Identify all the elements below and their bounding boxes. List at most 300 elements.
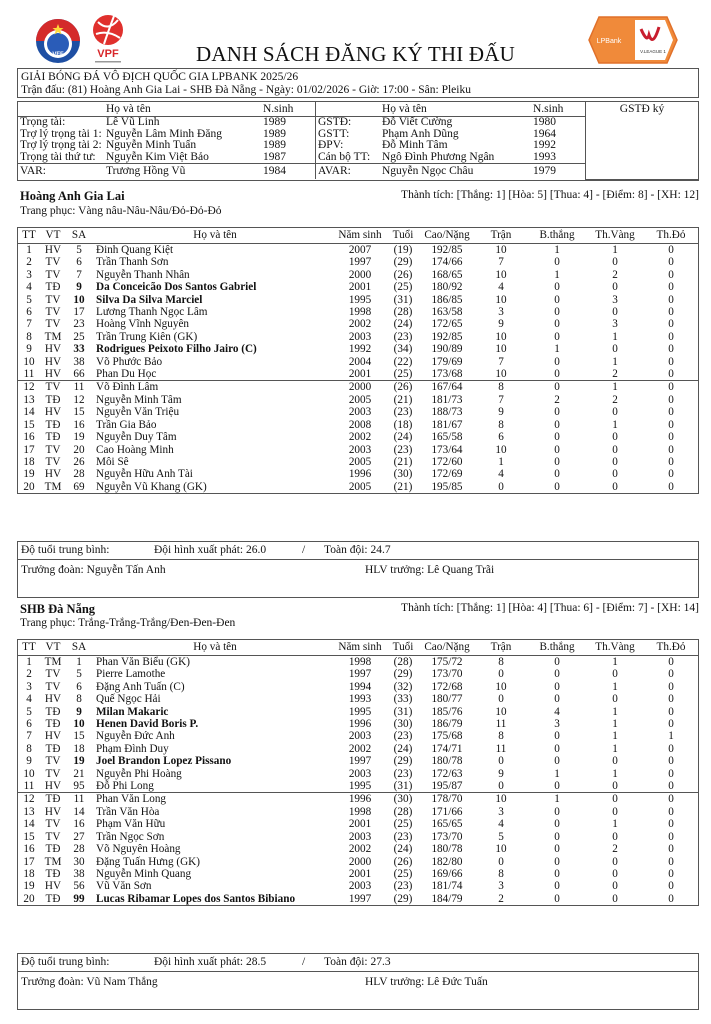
player-birth: 2001 <box>348 281 372 294</box>
player-sa: 11 <box>66 381 92 394</box>
player-hw: 173/64 <box>431 443 463 456</box>
player-yellow: 0 <box>612 780 618 793</box>
player-tt: 8 <box>26 330 32 343</box>
player-matches: 0 <box>498 668 504 681</box>
player-yellow: 0 <box>612 892 618 905</box>
player-red: 0 <box>668 668 674 681</box>
player-goals: 0 <box>554 418 560 431</box>
player-row <box>18 481 698 493</box>
player-row <box>18 656 698 669</box>
player-red: 0 <box>668 480 674 493</box>
player-birth: 2000 <box>348 268 372 281</box>
player-row <box>18 730 698 742</box>
player-yellow: 0 <box>612 805 618 818</box>
player-name: Pierre Lamothe <box>96 668 166 681</box>
player-goals: 0 <box>554 843 560 856</box>
player-sa: 6 <box>76 680 82 693</box>
player-row <box>18 406 698 418</box>
player-yellow: 0 <box>612 281 618 294</box>
player-tt: 17 <box>23 443 35 456</box>
player-row <box>18 343 698 355</box>
player-row <box>18 444 698 456</box>
player-yellow: 1 <box>612 244 618 256</box>
player-hw: 165/58 <box>431 431 463 444</box>
player-matches: 9 <box>498 318 504 331</box>
player-yellow: 0 <box>612 880 618 893</box>
player-tt: 18 <box>23 867 35 880</box>
player-name: Nguyễn Duy Tâm <box>96 431 177 444</box>
player-name: Đỗ Phi Long <box>96 780 154 793</box>
player-hw: 165/65 <box>431 818 463 831</box>
player-name: Silva Da Silva Marciel <box>96 293 203 306</box>
player-age: (21) <box>393 480 413 493</box>
player-row <box>18 281 698 293</box>
player-hw: 188/73 <box>431 406 463 419</box>
player-tt: 14 <box>23 818 35 831</box>
player-red: 0 <box>668 355 674 368</box>
player-goals: 0 <box>554 368 560 381</box>
player-age: (24) <box>393 742 413 755</box>
player-sa: 12 <box>73 393 85 406</box>
player-birth: 2002 <box>348 742 372 755</box>
player-vt: HV <box>44 880 62 893</box>
player-vt: HV <box>44 693 62 706</box>
player-vt: HV <box>44 368 62 381</box>
player-row <box>18 755 698 767</box>
player-matches: 0 <box>498 780 504 793</box>
player-hw: 174/71 <box>431 742 463 755</box>
player-birth: 1993 <box>348 693 372 706</box>
player-row <box>18 256 698 268</box>
player-red: 0 <box>668 468 674 481</box>
col-header-shirt: SA <box>66 640 92 656</box>
player-age: (26) <box>393 268 413 281</box>
player-hw: 181/73 <box>431 393 463 406</box>
player-name: Phạm Đình Duy <box>96 742 169 755</box>
player-sa: 7 <box>76 268 82 281</box>
player-row <box>18 793 698 806</box>
player-sa: 66 <box>73 368 85 381</box>
player-age: (23) <box>393 767 413 780</box>
player-row <box>18 431 698 443</box>
player-tt: 13 <box>23 393 35 406</box>
player-hw: 181/74 <box>431 880 463 893</box>
player-yellow: 0 <box>612 431 618 444</box>
player-birth: 1996 <box>348 718 372 731</box>
player-age: (23) <box>393 443 413 456</box>
player-row <box>18 681 698 693</box>
page-title: DANH SÁCH ĐĂNG KÝ THI ĐẤU <box>195 42 516 66</box>
player-hw: 192/85 <box>431 244 463 256</box>
player-goals: 0 <box>554 293 560 306</box>
player-matches: 7 <box>498 355 504 368</box>
player-name: Vũ Văn Sơn <box>96 880 152 893</box>
player-hw: 172/60 <box>431 455 463 468</box>
player-age: (23) <box>393 730 413 743</box>
player-sa: 69 <box>73 480 85 493</box>
player-tt: 15 <box>23 830 35 843</box>
player-matches: 0 <box>498 855 504 868</box>
player-birth: 1998 <box>348 805 372 818</box>
player-name: Đinh Quang Kiệt <box>96 244 174 256</box>
player-red: 0 <box>668 418 674 431</box>
col-header-age: Tuổi <box>386 228 420 244</box>
player-red: 0 <box>644 793 698 806</box>
player-hw: 172/68 <box>431 680 463 693</box>
player-hw: 181/67 <box>431 418 463 431</box>
player-red: 0 <box>668 855 674 868</box>
player-row <box>18 880 698 892</box>
player-sa: 26 <box>73 455 85 468</box>
player-yellow: 2 <box>612 843 618 856</box>
player-matches: 6 <box>498 431 504 444</box>
player-matches: 7 <box>498 393 504 406</box>
player-red: 0 <box>668 680 674 693</box>
player-yellow: 1 <box>612 767 618 780</box>
player-age: (21) <box>393 393 413 406</box>
team-record-home: Thành tích: [Thắng: 1] [Hòa: 5] [Thua: 4] - [Điểm: 8] - [XH: 12] <box>401 189 699 201</box>
player-age: (31) <box>393 780 413 793</box>
player-matches: 1 <box>498 455 504 468</box>
player-tt: 4 <box>26 281 32 294</box>
player-sa: 25 <box>73 330 85 343</box>
player-vt: HV <box>44 805 62 818</box>
player-birth: 1997 <box>348 668 372 681</box>
player-sa: 5 <box>76 668 82 681</box>
player-hw: 180/77 <box>431 693 463 706</box>
player-row <box>18 743 698 755</box>
player-name: Trần Ngọc Sơn <box>96 830 165 843</box>
player-yellow: 0 <box>612 468 618 481</box>
player-age: (33) <box>393 693 413 706</box>
player-hw: 174/66 <box>431 256 463 269</box>
player-matches: 2 <box>498 892 504 905</box>
player-birth: 2001 <box>348 867 372 880</box>
player-goals: 0 <box>554 355 560 368</box>
player-goals: 0 <box>554 867 560 880</box>
player-tt: 10 <box>23 767 35 780</box>
player-yellow: 1 <box>612 818 618 831</box>
player-name: Nguyễn Hữu Anh Tài <box>96 468 193 481</box>
player-row <box>18 893 698 905</box>
player-age: (23) <box>393 880 413 893</box>
player-yellow: 0 <box>586 793 644 806</box>
player-row <box>18 868 698 880</box>
player-row <box>18 331 698 343</box>
col-header-height-weight: Cao/Nặng <box>420 640 474 656</box>
match-info-box <box>17 68 699 98</box>
player-yellow: 1 <box>612 355 618 368</box>
col-header-birth: Năm sinh <box>334 228 386 244</box>
player-birth: 1998 <box>348 306 372 319</box>
player-matches: 3 <box>498 805 504 818</box>
player-birth: 2002 <box>348 843 372 856</box>
player-birth: 1995 <box>348 705 372 718</box>
player-name: Đặng Tuấn Hưng (GK) <box>96 855 200 868</box>
player-row <box>18 244 698 257</box>
player-birth: 2000 <box>334 381 386 394</box>
player-sa: 6 <box>76 256 82 269</box>
player-vt: TĐ <box>45 867 61 880</box>
player-vt: TĐ <box>45 718 61 731</box>
player-matches: 11 <box>495 742 507 755</box>
player-red: 0 <box>668 306 674 319</box>
signature-label: GSTĐ ký <box>619 103 665 115</box>
player-vt: HV <box>44 343 62 356</box>
player-red: 0 <box>668 293 674 306</box>
player-hw: 184/79 <box>431 892 463 905</box>
player-name: Phan Văn Long <box>92 793 334 806</box>
player-age: (18) <box>393 418 413 431</box>
player-yellow: 0 <box>612 755 618 768</box>
player-red: 0 <box>668 281 674 294</box>
player-yellow: 3 <box>612 293 618 306</box>
player-red: 0 <box>668 718 674 731</box>
player-birth: 1996 <box>334 793 386 806</box>
player-name: Trần Trung Kiên (GK) <box>96 330 198 343</box>
player-matches: 4 <box>498 468 504 481</box>
player-hw: 172/63 <box>431 767 463 780</box>
player-sa: 8 <box>76 693 82 706</box>
col-header-matches: Trận <box>474 640 528 656</box>
player-red: 0 <box>668 656 674 668</box>
player-age: (25) <box>393 818 413 831</box>
player-matches: 11 <box>495 718 507 731</box>
player-sa: 33 <box>73 343 85 356</box>
player-name: Hoàng Vĩnh Nguyên <box>96 318 190 331</box>
player-sa: 11 <box>66 793 92 806</box>
player-tt: 5 <box>26 705 32 718</box>
official-row: Trợ lý trọng tài 1: Nguyễn Lâm Minh Đăng 1989 GSTT: Phạm Anh Dũng 1964 <box>20 127 556 140</box>
player-tt: 6 <box>26 306 32 319</box>
player-matches: 10 <box>474 793 528 806</box>
player-age: (21) <box>393 455 413 468</box>
player-red: 0 <box>668 742 674 755</box>
player-sa: 5 <box>76 244 82 256</box>
player-birth: 2004 <box>348 355 372 368</box>
player-name: Nguyễn Vũ Khang (GK) <box>96 480 207 493</box>
player-row <box>18 843 698 855</box>
player-age: (28) <box>393 805 413 818</box>
player-hw: 180/78 <box>431 843 463 856</box>
player-vt: TM <box>44 656 62 668</box>
player-sa: 28 <box>73 843 85 856</box>
player-tt: 7 <box>26 730 32 743</box>
player-sa: 10 <box>73 718 85 731</box>
player-yellow: 0 <box>612 306 618 319</box>
player-tt: 1 <box>26 244 32 256</box>
player-vt: TV <box>45 668 61 681</box>
player-goals: 1 <box>528 793 586 806</box>
player-birth: 1992 <box>348 343 372 356</box>
col-header-name: Họ và tên <box>104 102 261 117</box>
player-row <box>18 768 698 780</box>
player-name: Phan Du Học <box>96 368 157 381</box>
player-hw: 179/69 <box>431 355 463 368</box>
player-goals: 0 <box>554 406 560 419</box>
player-sa: 9 <box>76 281 82 294</box>
player-hw: 178/70 <box>420 793 474 806</box>
player-red: 0 <box>668 705 674 718</box>
player-vt: HV <box>44 355 62 368</box>
player-yellow: 1 <box>612 742 618 755</box>
officials-table <box>17 101 699 181</box>
player-red: 0 <box>668 767 674 780</box>
player-red: 0 <box>668 368 674 381</box>
player-yellow: 1 <box>612 718 618 731</box>
player-row <box>18 468 698 480</box>
player-yellow: 1 <box>612 418 618 431</box>
player-name: Nguyễn Đức Anh <box>96 730 175 743</box>
player-matches: 10 <box>495 330 507 343</box>
player-age: (31) <box>393 705 413 718</box>
player-tt: 18 <box>23 455 35 468</box>
player-tt: 19 <box>23 468 35 481</box>
player-goals: 0 <box>554 480 560 493</box>
player-red: 0 <box>668 443 674 456</box>
player-yellow: 0 <box>612 455 618 468</box>
player-row <box>18 780 698 793</box>
player-sa: 1 <box>76 656 82 668</box>
player-birth: 1994 <box>348 680 372 693</box>
official-row: Trọng tài thứ tư: Nguyễn Kim Việt Bảo 1987 Cán bộ TT: Ngô Đình Phương Ngân 1993 <box>20 150 556 163</box>
player-goals: 0 <box>554 455 560 468</box>
player-goals: 0 <box>554 818 560 831</box>
player-hw: 192/85 <box>431 330 463 343</box>
player-goals: 0 <box>554 855 560 868</box>
player-hw: 167/64 <box>420 381 474 394</box>
player-yellow: 0 <box>612 443 618 456</box>
player-matches: 3 <box>498 880 504 893</box>
team-kit-home: Trang phục: Vàng nâu-Nâu-Nâu/Đỏ-Đỏ-Đỏ <box>20 205 222 217</box>
player-name: Nguyễn Minh Tâm <box>96 393 182 406</box>
player-birth: 2000 <box>348 855 372 868</box>
player-age: (25) <box>393 368 413 381</box>
player-vt: TV <box>45 455 61 468</box>
player-red: 0 <box>668 256 674 269</box>
player-yellow: 1 <box>612 680 618 693</box>
head-coach: HLV trưởng: Lê Đức Tuấn <box>365 976 488 988</box>
player-yellow: 1 <box>612 730 618 743</box>
player-row <box>18 693 698 705</box>
player-yellow: 2 <box>612 268 618 281</box>
player-sa: 99 <box>73 892 85 905</box>
player-table-home <box>17 227 699 494</box>
player-birth: 2003 <box>348 767 372 780</box>
player-birth: 2005 <box>348 480 372 493</box>
player-age: (28) <box>393 656 413 668</box>
player-hw: 182/80 <box>431 855 463 868</box>
player-goals: 0 <box>554 780 560 793</box>
player-goals: 1 <box>554 343 560 356</box>
player-row <box>18 269 698 281</box>
player-yellow: 2 <box>612 393 618 406</box>
player-hw: 169/66 <box>431 867 463 880</box>
player-sa: 15 <box>73 730 85 743</box>
player-red: 0 <box>668 406 674 419</box>
player-sa: 15 <box>73 406 85 419</box>
player-tt: 1 <box>26 656 32 668</box>
col-header-red: Th.Đỏ <box>644 640 698 656</box>
player-red: 0 <box>668 780 674 793</box>
player-age: (25) <box>393 867 413 880</box>
player-goals: 0 <box>554 805 560 818</box>
player-goals: 0 <box>554 330 560 343</box>
player-hw: 186/79 <box>431 718 463 731</box>
player-vt: TV <box>45 268 61 281</box>
team-record-away: Thành tích: [Thắng: 1] [Hòa: 4] [Thua: 6] - [Điểm: 7] - [XH: 14] <box>401 602 699 614</box>
player-row <box>18 718 698 730</box>
player-red: 0 <box>668 343 674 356</box>
player-name: Quế Ngọc Hải <box>96 693 161 706</box>
player-vt: TĐ <box>45 281 61 294</box>
player-vt: TV <box>45 256 61 269</box>
col-header-name: Họ và tên <box>92 228 334 244</box>
player-vt: TV <box>45 293 61 306</box>
player-hw: 180/92 <box>431 281 463 294</box>
col-header-matches: Trận <box>474 228 528 244</box>
player-vt: TĐ <box>45 742 61 755</box>
player-age: (22) <box>393 355 413 368</box>
col-header-red: Th.Đỏ <box>644 228 698 244</box>
player-goals: 0 <box>554 431 560 444</box>
player-vt: TĐ <box>45 843 61 856</box>
player-matches: 10 <box>495 244 507 256</box>
player-birth: 1997 <box>348 256 372 269</box>
player-red: 1 <box>668 730 674 743</box>
competition-name: GIẢI BÓNG ĐÁ VÔ ĐỊCH QUỐC GIA LPBANK 2025/26 <box>21 71 299 83</box>
player-row <box>18 381 698 394</box>
player-name: Phạm Văn Hữu <box>96 818 166 831</box>
match-details: Trận đấu: (81) Hoàng Anh Gia Lai - SHB Đà Nẵng - Ngày: 01/02/2026 - Giờ: 17:00 - Sân: Pleiku <box>21 84 471 96</box>
player-name: Joel Brandon Lopez Pissano <box>96 755 232 768</box>
player-name: Cao Hoàng Minh <box>96 443 174 456</box>
player-goals: 3 <box>554 718 560 731</box>
player-yellow: 0 <box>612 855 618 868</box>
player-goals: 0 <box>554 306 560 319</box>
col-header-tt: TT <box>18 228 40 244</box>
col-header-name-2: Họ và tên <box>380 102 531 117</box>
player-hw: 175/68 <box>431 730 463 743</box>
player-yellow: 0 <box>612 867 618 880</box>
player-matches: 8 <box>498 867 504 880</box>
team-kit-away: Trang phục: Trắng-Trắng-Trắng/Đen-Đen-Đen <box>20 617 236 629</box>
player-name: Trần Thanh Sơn <box>96 256 169 269</box>
player-tt: 10 <box>23 355 35 368</box>
player-name: Lương Thanh Ngọc Lâm <box>96 306 208 319</box>
player-goals: 2 <box>554 393 560 406</box>
player-birth: 2005 <box>348 393 372 406</box>
player-goals: 0 <box>554 443 560 456</box>
player-vt: TĐ <box>45 418 61 431</box>
player-age: (26) <box>393 855 413 868</box>
player-matches: 8 <box>498 730 504 743</box>
player-birth: 2003 <box>348 330 372 343</box>
player-tt: 8 <box>26 742 32 755</box>
player-matches: 10 <box>495 268 507 281</box>
player-matches: 10 <box>495 368 507 381</box>
player-vt: TM <box>44 855 62 868</box>
player-name: Nguyễn Phi Hoàng <box>96 767 182 780</box>
player-name: Trần Văn Hòa <box>96 805 160 818</box>
player-age: (28) <box>393 306 413 319</box>
svg-text:V.LEAGUE 1: V.LEAGUE 1 <box>640 49 666 54</box>
player-matches: 4 <box>498 818 504 831</box>
player-sa: 14 <box>73 805 85 818</box>
player-age: (23) <box>393 406 413 419</box>
player-vt: TV <box>45 680 61 693</box>
player-red: 0 <box>668 330 674 343</box>
